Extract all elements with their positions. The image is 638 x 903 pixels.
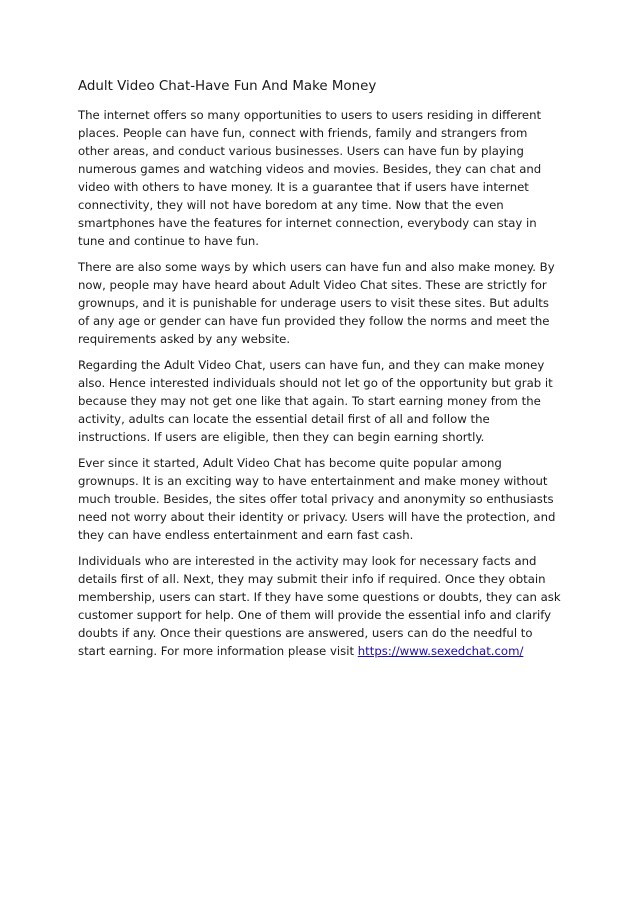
document-title: Adult Video Chat-Have Fun And Make Money bbox=[78, 79, 377, 94]
document-page bbox=[78, 78, 562, 668]
paragraph-3: Regarding the Adult Video Chat, users can have fun, and they can make money also. Hence interested individuals should not let go of the opportunity but grab it because they may not get one like that again. To start earning money from the activity, adults can locate the essential detail first of all and follow the instructions. If users are eligible, then they can begin earning shortly. bbox=[78, 358, 553, 444]
paragraph-4: Ever since it started, Adult Video Chat has become quite popular among grownups. It is an exciting way to have entertainment and make money without much trouble. Besides, the sites offer total privacy and anonymity so enthusiasts need not worry about their identity or privacy. Users will have the protection, and they can have endless entertainment and earn fast cash. bbox=[78, 456, 556, 542]
paragraph-2: There are also some ways by which users can have fun and also make money. By now, people may have heard about Adult Video Chat sites. These are strictly for grownups, and it is punishable for underage users to visit these sites. But adults of any age or gender can have fun provided they follow the norms and meet the requirements asked by any website. bbox=[78, 260, 555, 346]
paragraph-5-text: Individuals who are interested in the activity may look for necessary facts and details first of all. Next, they may submit their info if required. Once they obtain membership, users can start. If they have some questions or doubts, they can ask customer support for help. One of them will provide the essential info and clarify doubts if any. Once their questions are answered, users can do the needful to start earning. For more information please visit bbox=[78, 554, 561, 658]
website-link[interactable]: https://www.sexedchat.com/ bbox=[357, 644, 524, 658]
paragraph-5 bbox=[78, 552, 562, 660]
paragraph-1: The internet offers so many opportunities to users to users residing in different places. People can have fun, connect with friends, family and strangers from other areas, and conduct various businesses. Users can have fun by playing numerous games and watching videos and movies. Besides, they can chat and video with others to have money. It is a guarantee that if users have internet connectivity, they will not have boredom at any time. Now that the even smartphones have the features for internet connection, everybody can stay in tune and continue to have fun. bbox=[78, 108, 542, 248]
